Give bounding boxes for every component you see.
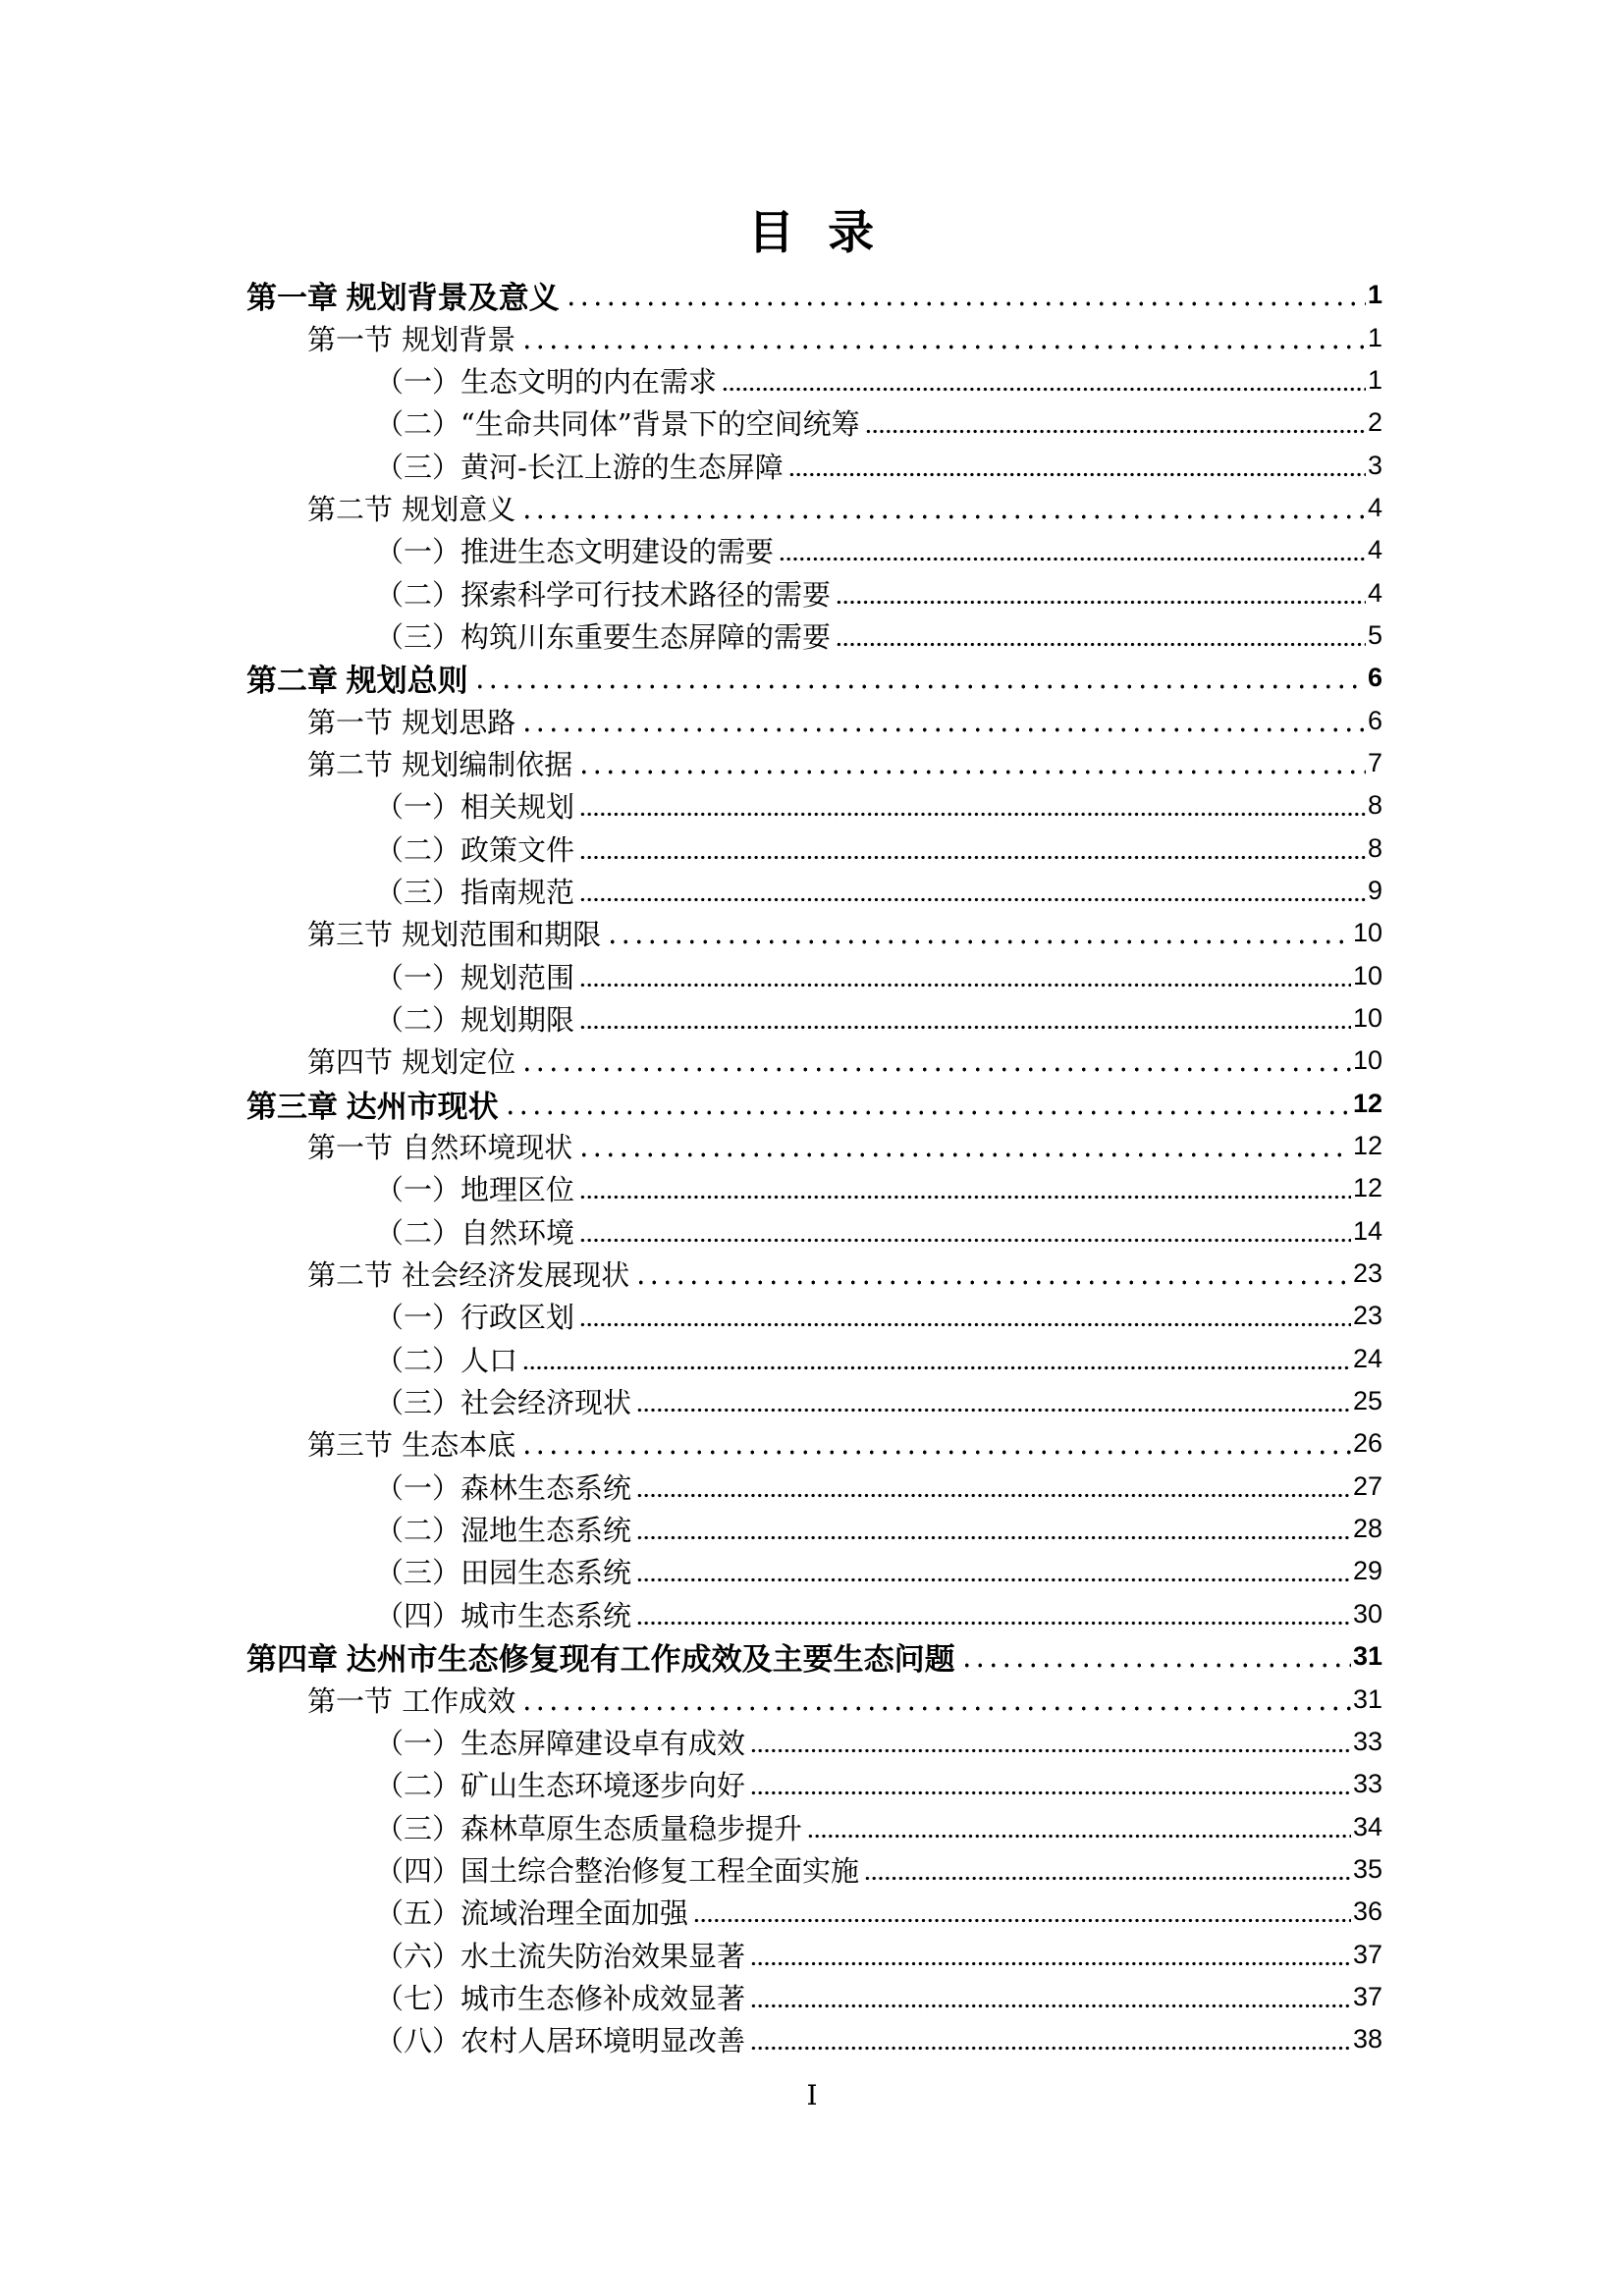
toc-entry-text: （三）指南规范 [375, 875, 575, 909]
toc-entry [246, 1167, 1382, 1209]
toc-entry [246, 1848, 1382, 1891]
toc-entry-text: （一）相关规划 [375, 790, 575, 825]
toc-page-number: 30 [1352, 1598, 1382, 1629]
toc-page-number: 28 [1352, 1514, 1382, 1544]
toc-page-number: 4 [1367, 492, 1382, 522]
toc-entry-text: 第三节 规划范围和期限 [307, 918, 602, 952]
toc-page-number: 10 [1352, 1003, 1382, 1034]
toc-page-number: 24 [1352, 1343, 1382, 1373]
toc-entry [246, 699, 1382, 741]
toc-page-number: 6 [1367, 663, 1382, 693]
toc-dot-leader [579, 982, 1351, 988]
toc-page-number: 7 [1367, 747, 1382, 777]
toc-entry [246, 444, 1382, 486]
toc-entry-text: 第二节 规划意义 [307, 492, 516, 526]
toc-dot-leader [606, 938, 1351, 945]
toc-entry-text: （三）黄河-长江上游的生态屏障 [375, 450, 784, 484]
toc-entry [246, 1083, 1382, 1125]
toc-entry-text: （二）规划期限 [375, 1003, 575, 1038]
toc-dot-leader [520, 726, 1366, 733]
toc-dot-leader [836, 599, 1366, 606]
toc-entry-text: 第二章 规划总则 [246, 664, 468, 699]
toc-dot-leader [864, 1875, 1351, 1882]
toc-entry [246, 997, 1382, 1040]
toc-dot-leader [520, 1705, 1351, 1712]
toc-page-number: 34 [1352, 1811, 1382, 1842]
toc-entry [246, 1125, 1382, 1167]
toc-entry [246, 870, 1382, 912]
toc-dot-leader [693, 1917, 1351, 1924]
toc-entry-text: 第一章 规划背景及意义 [246, 281, 560, 316]
toc-entry-text: （三）田园生态系统 [375, 1556, 632, 1590]
toc-page-number: 4 [1367, 535, 1382, 565]
toc-page-number: 31 [1352, 1683, 1382, 1714]
toc-page-number: 12 [1352, 1131, 1382, 1161]
toc-page-number: 37 [1352, 1981, 1382, 2011]
toc-page-number: 33 [1352, 1726, 1382, 1756]
toc-dot-leader [960, 1662, 1351, 1669]
toc-entry-text: （二）湿地生态系统 [375, 1514, 632, 1548]
toc-entry [246, 401, 1382, 444]
toc-dot-leader [520, 513, 1366, 520]
toc-page-number: 10 [1352, 1045, 1382, 1076]
toc-dot-leader [865, 428, 1366, 435]
toc-entry [246, 1550, 1382, 1592]
toc-entry [246, 1635, 1382, 1678]
toc-entry [246, 529, 1382, 571]
toc-entry [246, 571, 1382, 614]
toc-entry-text: （二）自然环境 [375, 1215, 575, 1250]
toc-page-number: 33 [1352, 1769, 1382, 1799]
toc-dot-leader [520, 1449, 1351, 1456]
toc-title: 目 录 [747, 206, 877, 260]
toc-dot-leader [788, 471, 1366, 478]
toc-dot-leader [579, 1024, 1351, 1031]
toc-dot-leader [779, 556, 1366, 562]
toc-entry-text: （一）推进生态文明建设的需要 [375, 535, 775, 569]
toc-dot-leader [577, 769, 1366, 775]
toc-dot-leader [579, 811, 1366, 818]
toc-entry [246, 1763, 1382, 1805]
toc-entry-text: （三）社会经济现状 [375, 1386, 632, 1420]
toc-dot-leader [520, 1066, 1351, 1073]
toc-dot-leader [636, 1407, 1351, 1414]
toc-page-number: 23 [1352, 1258, 1382, 1289]
toc-dot-leader [836, 641, 1366, 648]
toc-entry [246, 274, 1382, 316]
toc-entry-text: （二）“生命共同体”背景下的空间统筹 [375, 407, 860, 442]
toc-entry-text: （一）生态文明的内在需求 [375, 364, 718, 399]
toc-entry [246, 1508, 1382, 1550]
toc-entry [246, 1422, 1382, 1465]
toc-dot-leader [636, 1576, 1351, 1583]
toc-entry-text: 第一节 规划背景 [307, 322, 516, 356]
toc-dot-leader [750, 1789, 1351, 1796]
toc-page-number: 10 [1352, 918, 1382, 948]
toc-entry-text: （一）生态屏障建设卓有成效 [375, 1726, 746, 1760]
toc-page-number: 1 [1367, 280, 1382, 310]
toc-dot-leader [636, 1492, 1351, 1499]
toc-entry [246, 1338, 1382, 1380]
toc-entry-text: （四）国土综合整治修复工程全面实施 [375, 1853, 860, 1888]
toc-entry-text: 第四章 达州市生态修复现有工作成效及主要生态问题 [246, 1642, 955, 1678]
toc-entry [246, 1210, 1382, 1253]
toc-entry [246, 742, 1382, 784]
toc-entry-text: （一）地理区位 [375, 1173, 575, 1207]
toc-page-number: 8 [1367, 832, 1382, 863]
toc-page-number: 1 [1367, 322, 1382, 352]
toc-dot-leader [577, 1151, 1351, 1158]
toc-page-number: 26 [1352, 1428, 1382, 1459]
toc-entry [246, 912, 1382, 954]
toc-page-number: 10 [1352, 960, 1382, 990]
toc-dot-leader [636, 1534, 1351, 1541]
toc-entry [246, 955, 1382, 997]
toc-dot-leader [579, 1194, 1351, 1201]
toc-entry [246, 1040, 1382, 1082]
toc-entry [246, 359, 1382, 401]
toc-entry [246, 784, 1382, 827]
toc-dot-leader [750, 1960, 1351, 1967]
toc-entry [246, 1593, 1382, 1635]
toc-entry [246, 614, 1382, 657]
toc-entry-text: （五）流域治理全面加强 [375, 1896, 689, 1931]
footer-page-number: I [806, 2079, 818, 2111]
toc-page-number: 1 [1367, 364, 1382, 395]
toc-page-number: 37 [1352, 1939, 1382, 1969]
toc-entry-text: （二）人口 [375, 1343, 518, 1377]
toc-entry-text: （二）探索科学可行技术路径的需要 [375, 577, 832, 612]
toc-entry-text: （三）构筑川东重要生态屏障的需要 [375, 619, 832, 654]
toc-entry [246, 1380, 1382, 1422]
toc-dot-leader [504, 1109, 1351, 1116]
toc-page-number: 12 [1352, 1088, 1382, 1118]
toc-dot-leader [750, 1747, 1351, 1754]
toc-dot-leader [722, 386, 1366, 393]
toc-dot-leader [636, 1620, 1351, 1627]
toc-entry [246, 1678, 1382, 1720]
toc-entry-text: 第二节 规划编制依据 [307, 747, 573, 781]
toc-entry [246, 487, 1382, 529]
toc-dot-leader [579, 896, 1366, 903]
toc-entry-text: （七）城市生态修补成效显著 [375, 1981, 746, 2015]
toc-page-number: 25 [1352, 1386, 1382, 1416]
toc-page-number: 5 [1367, 619, 1382, 650]
toc-page-number: 27 [1352, 1470, 1382, 1501]
toc-entry-text: （四）城市生态系统 [375, 1598, 632, 1632]
toc-entry-text: 第三节 生态本底 [307, 1428, 516, 1463]
toc-entry [246, 2018, 1382, 2060]
toc-dot-leader [807, 1833, 1351, 1840]
toc-page-number: 2 [1367, 407, 1382, 438]
toc-dot-leader [473, 683, 1366, 690]
toc-entry [246, 1295, 1382, 1337]
toc-entry [246, 1721, 1382, 1763]
toc-entry [246, 316, 1382, 358]
toc-dot-leader [522, 1364, 1351, 1371]
toc-dot-leader [579, 1321, 1351, 1328]
toc-dot-leader [634, 1279, 1351, 1286]
toc-page-number: 38 [1352, 2024, 1382, 2055]
toc-page-number: 9 [1367, 875, 1382, 905]
toc-entry-text: （二）矿山生态环境逐步向好 [375, 1769, 746, 1803]
toc-page-number: 23 [1352, 1301, 1382, 1331]
toc-page-number: 36 [1352, 1896, 1382, 1927]
toc-list [246, 274, 1382, 2060]
toc-entry-text: （一）规划范围 [375, 960, 575, 994]
toc-page-number: 3 [1367, 450, 1382, 480]
toc-entry-text: 第三章 达州市现状 [246, 1089, 499, 1124]
toc-entry-text: 第一节 工作成效 [307, 1683, 516, 1718]
toc-page-number: 29 [1352, 1556, 1382, 1586]
toc-entry [246, 1253, 1382, 1295]
toc-entry-text: （一）森林生态系统 [375, 1470, 632, 1505]
toc-dot-leader [750, 2002, 1351, 2009]
toc-entry-text: 第二节 社会经济发展现状 [307, 1258, 630, 1293]
toc-entry [246, 657, 1382, 699]
toc-page-number: 4 [1367, 577, 1382, 608]
toc-entry-text: （八）农村人居环境明显改善 [375, 2024, 746, 2058]
toc-entry-text: 第一节 规划思路 [307, 705, 516, 739]
toc-entry [246, 1891, 1382, 1933]
toc-entry-text: （二）政策文件 [375, 832, 575, 867]
toc-entry [246, 1466, 1382, 1508]
toc-dot-leader [565, 300, 1366, 307]
toc-entry-text: （六）水土流失防治效果显著 [375, 1939, 746, 1973]
toc-page-number: 14 [1352, 1215, 1382, 1246]
toc-page-number: 8 [1367, 790, 1382, 821]
toc-page-number: 35 [1352, 1853, 1382, 1884]
toc-page-number: 31 [1352, 1641, 1382, 1672]
toc-dot-leader [579, 854, 1366, 861]
toc-entry-text: 第四节 规划定位 [307, 1045, 516, 1080]
toc-entry [246, 1976, 1382, 2018]
toc-page-number: 6 [1367, 705, 1382, 735]
toc-dot-leader [520, 344, 1366, 350]
toc-entry-text: （三）森林草原生态质量稳步提升 [375, 1811, 803, 1845]
toc-entry-text: （一）行政区划 [375, 1301, 575, 1335]
toc-entry [246, 827, 1382, 869]
toc-entry [246, 1805, 1382, 1847]
toc-entry [246, 1933, 1382, 1975]
toc-dot-leader [579, 1237, 1351, 1244]
toc-page-number: 12 [1352, 1173, 1382, 1203]
toc-dot-leader [750, 2045, 1351, 2052]
toc-entry-text: 第一节 自然环境现状 [307, 1131, 573, 1165]
